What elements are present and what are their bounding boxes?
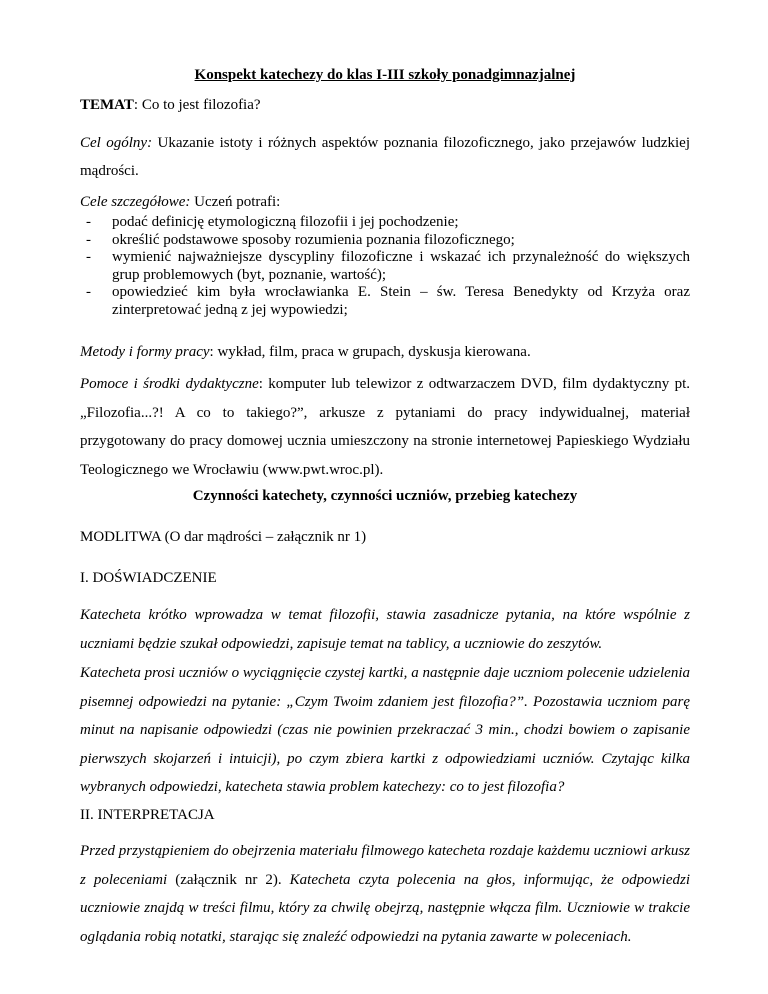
list-dash: - [86, 249, 91, 265]
list-item-text: wymienić najważniejsze dyscypliny filozoficzne i wskazać ich przynależność do większych grup problemowych (byt, poznanie, wartość); [112, 249, 690, 283]
specific-goals-intro [80, 192, 280, 212]
general-goal [80, 129, 690, 185]
activities-heading: Czynności katechety, czynności uczniów, przebieg katechezy [192, 488, 578, 504]
list-item-text: opowiedzieć kim była wrocławianka E. Stein – św. Teresa Benedykty od Krzyża oraz zinterpretować jedną z jej wypowiedzi; [112, 284, 690, 318]
topic-label: TEMAT [80, 97, 134, 113]
list-item-text: podać definicję etymologiczną filozofii i jej pochodzenie; [112, 214, 459, 230]
list-item-text: określić podstawowe sposoby rozumienia poznania filozoficznego; [112, 231, 515, 248]
section-experience-paragraph-1: Katecheta krótko wprowadza w temat filozofii, stawia zasadnicze pytania, na które wspólnie z uczniami będzie szukał odpowiedzi, zapisuje temat na tablicy, a uczniowie do zeszytów. [80, 607, 690, 652]
list-item [80, 249, 690, 284]
list-dash: - [86, 214, 91, 230]
list-dash: - [86, 284, 91, 300]
topic-line [80, 95, 261, 115]
attachment-reference: (załącznik nr 2). [167, 871, 290, 888]
general-goal-text: Ukazanie istoty i różnych aspektów poznania filozoficznego, jako przejawów ludzkiej mądrości. [80, 135, 690, 179]
section-interpretation-heading: II. INTERPRETACJA [80, 807, 215, 823]
specific-goals-label: Cele szczegółowe: [80, 194, 191, 210]
section-interpretation-paragraph [80, 837, 690, 951]
teaching-aids [80, 370, 690, 484]
section-experience-heading: I. DOŚWIADCZENIE [80, 570, 217, 586]
teaching-aids-text: : komputer lub telewizor z odtwarzaczem DVD, film dydaktyczny pt. „Filozofia...?! A co to takiego?”, arkusze z pytaniami do pracy indywidualnej, materiał przygotowany do pracy domowej ucznia umieszczony na stronie internetowej Papieskiego Wydziału Teologicznego we Wrocławiu (www.pwt.wroc.pl). [80, 376, 690, 478]
methods-line [80, 342, 531, 362]
specific-goals-list [80, 214, 690, 319]
list-item [80, 284, 690, 319]
methods-text: : wykład, film, praca w grupach, dyskusja kierowana. [209, 344, 531, 360]
topic-text: : Co to jest filozofia? [133, 97, 261, 113]
document-title: Konspekt katechezy do klas I-III szkoły ponadgimnazjalnej [194, 67, 576, 83]
teaching-aids-label: Pomoce i środki dydaktyczne [80, 376, 259, 392]
interpretation-text-c: Katecheta czyta polecenia na głos, informując, że odpowiedzi uczniowie znajdą w treści filmu, który za chwilę obejrzą, następnie włącza film. Uczniowie w trakcie oglądania robią notatki, starając się znaleźć odpowiedzi na pytania zawarte w poleceniach. [80, 871, 690, 945]
list-dash: - [86, 231, 91, 248]
specific-goals-text: Uczeń potrafi: [190, 194, 281, 210]
interpretation-text-a: Przed przystąpieniem do obejrzenia materiału filmowego katecheta rozdaje każdemu uczniowi arkusz z poleceniami [80, 843, 690, 888]
general-goal-label: Cel ogólny: [80, 135, 153, 151]
prayer-line: MODLITWA (O dar mądrości – załącznik nr 1) [80, 529, 367, 545]
methods-label: Metody i formy pracy [80, 344, 210, 360]
list-item [80, 214, 690, 232]
section-experience-paragraph-2: Katecheta prosi uczniów o wyciągnięcie czystej kartki, a następnie daje uczniom polecenie udzielenia pisemnej odpowiedzi na pytanie: „Czym Twoim zdaniem jest filozofia?”. Pozostawia uczniom parę minut na napisanie odpowiedzi (czas nie powinien przekraczać 3 min., chodzi bowiem o zapisanie pierwszych skojarzeń i intuicji), po czym zbiera kartki z odpowiedziami uczniów. Czytając kilka wybranych odpowiedzi, katecheta stawia problem katechezy: co to jest filozofia? [80, 665, 690, 795]
list-item [80, 232, 690, 250]
